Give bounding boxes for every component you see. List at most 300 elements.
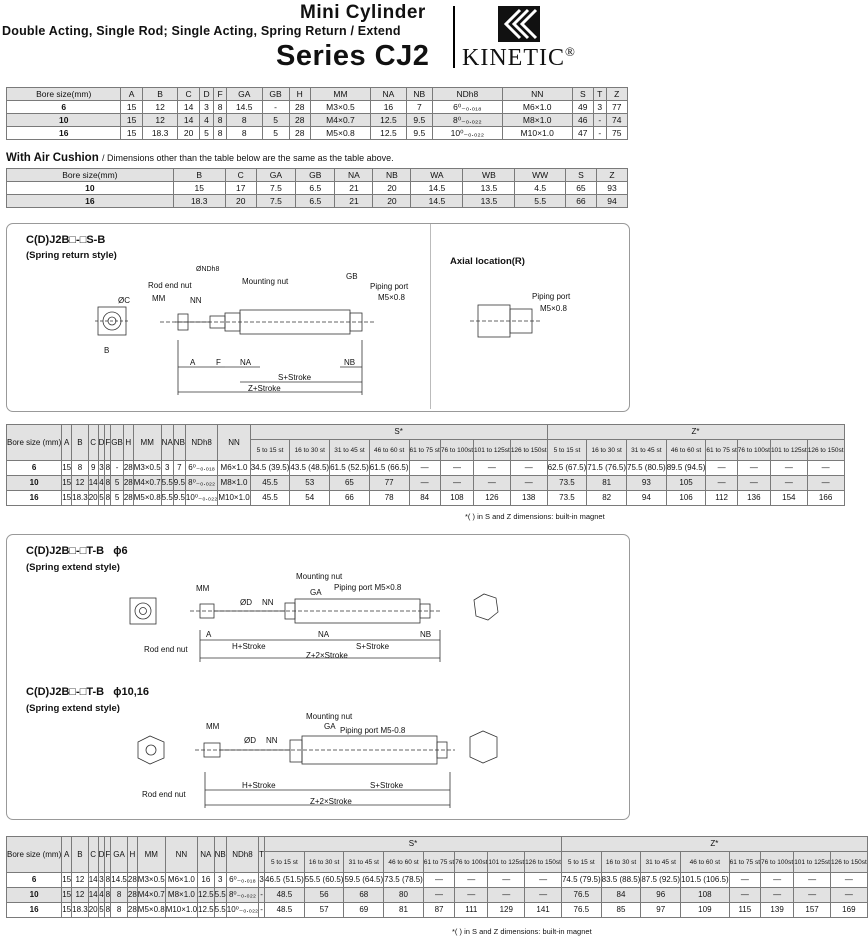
column-header: MM	[137, 837, 165, 873]
table-cell: 14	[88, 476, 98, 491]
table-cell: 6⁰₋₀.₀₁₈	[432, 101, 502, 114]
table-cell: -	[593, 114, 606, 127]
column-header: Z	[606, 88, 627, 101]
column-header: S*	[265, 837, 562, 852]
table-cell: M6×1.0	[218, 461, 250, 476]
table-cell: 10	[7, 476, 62, 491]
d2-ga-label: GA	[310, 588, 322, 597]
table-cell: -	[259, 903, 265, 918]
table-cell: 16	[7, 903, 62, 918]
table-cell: 6	[7, 873, 62, 888]
stroke-cell: 73.5	[547, 476, 587, 491]
column-header: GB	[111, 425, 124, 461]
stroke-header: 16 to 30 st	[587, 440, 627, 461]
d3-s-label: S+Stroke	[370, 781, 404, 790]
table-cell: 16	[7, 491, 62, 506]
stroke-cell: 69	[344, 903, 384, 918]
stroke-cell: —	[830, 888, 867, 903]
table-cell: 8⁰₋₀.₀₂₂	[185, 476, 217, 491]
mounting-nut-label: Mounting nut	[242, 277, 289, 286]
table-cell: 14.5	[411, 195, 463, 208]
stroke-cell: 81	[384, 903, 424, 918]
table-cell: M8×1.0	[218, 476, 250, 491]
stroke-cell: 82	[587, 491, 627, 506]
stroke-header: 31 to 45 st	[627, 440, 667, 461]
table-cell: 5	[262, 114, 289, 127]
stroke-header: 61 to 75 st	[729, 852, 760, 873]
table-cell: 12	[142, 101, 178, 114]
table-cell: 13.5	[463, 195, 515, 208]
stroke-cell: —	[794, 888, 831, 903]
stroke-cell: —	[440, 461, 473, 476]
table-cell: 7.5	[256, 182, 295, 195]
table-cell: 5	[199, 127, 214, 140]
table-cell: 15	[62, 491, 72, 506]
table-cell: 7	[173, 461, 185, 476]
table-cell: 74	[606, 114, 627, 127]
table-cell: 9.5	[173, 491, 185, 506]
table-cell: 66	[565, 195, 596, 208]
stroke-cell: —	[510, 476, 547, 491]
column-header: NB	[214, 837, 226, 873]
column-header: GB	[296, 169, 335, 182]
stroke-header: 46 to 60 st	[369, 440, 409, 461]
stroke-header: 31 to 45 st	[344, 852, 384, 873]
table-cell: 5	[111, 476, 124, 491]
column-header: A	[62, 425, 72, 461]
stroke-cell: —	[761, 873, 794, 888]
axial-piping-port-label: Piping port	[532, 292, 571, 301]
stroke-cell: 48.5	[265, 903, 305, 918]
table-cell: 13.5	[463, 182, 515, 195]
table-cell: 8⁰₋₀.₀₂₂	[226, 888, 258, 903]
stroke-cell: 136	[737, 491, 770, 506]
column-header: NDh8	[226, 837, 258, 873]
stroke-cell: 87	[423, 903, 454, 918]
table-cell: 5	[111, 491, 124, 506]
column-header: NB	[373, 169, 411, 182]
stroke-cell: 115	[729, 903, 760, 918]
d2-a-label: A	[206, 630, 212, 639]
column-header: F	[105, 837, 111, 873]
stroke-cell: 66	[330, 491, 370, 506]
table-cell: 12	[72, 888, 89, 903]
table-cell: 18.3	[72, 491, 89, 506]
stroke-cell: —	[770, 461, 807, 476]
table-cell: 16	[371, 101, 407, 114]
stroke-cell: 108	[681, 888, 730, 903]
stroke-cell: 43.5 (48.5)	[290, 461, 330, 476]
stroke-cell: 129	[488, 903, 525, 918]
spring-extend-dimensions-table	[6, 836, 868, 918]
table-cell: 28	[127, 888, 137, 903]
stroke-cell: 94	[627, 491, 667, 506]
product-line-title: Mini Cylinder	[300, 2, 426, 23]
stroke-cell: 138	[510, 491, 547, 506]
table-cell: 28	[289, 114, 310, 127]
table-cell: 9.5	[173, 476, 185, 491]
table-cell: 15	[62, 888, 72, 903]
stroke-cell: 73.5 (78.5)	[384, 873, 424, 888]
stroke-cell: 101.5 (106.5)	[681, 873, 730, 888]
stroke-cell: —	[474, 461, 511, 476]
stroke-header: 126 to 150st	[807, 440, 844, 461]
column-header: MM	[310, 88, 370, 101]
axial-m5-label: M5×0.8	[540, 304, 567, 313]
table-cell: 12.5	[371, 127, 407, 140]
table-cell: 12	[72, 873, 89, 888]
d2-mm-label: MM	[196, 584, 210, 593]
stroke-cell: —	[409, 461, 440, 476]
d3-piping-label: Piping port M5-0.8	[340, 726, 406, 735]
stroke-header: 46 to 60 st	[681, 852, 730, 873]
column-header: NB	[406, 88, 432, 101]
column-header: T	[593, 88, 606, 101]
stroke-cell: 78	[369, 491, 409, 506]
stroke-header: 16 to 30 st	[304, 852, 344, 873]
table-cell: 28	[289, 101, 310, 114]
table2-note: *( ) in S and Z dimensions: built-in magnet	[465, 512, 605, 521]
column-header: C	[88, 837, 98, 873]
column-header: NA	[198, 837, 215, 873]
stroke-cell: 105	[666, 476, 706, 491]
table-cell: 20	[225, 195, 256, 208]
table-cell: 6.5	[296, 182, 335, 195]
stroke-cell: 61.5 (52.5)	[330, 461, 370, 476]
column-header: Bore size(mm)	[7, 88, 121, 101]
stroke-header: 31 to 45 st	[641, 852, 681, 873]
d2-nn-label: NN	[262, 598, 274, 607]
d3-ga-label: GA	[324, 722, 336, 731]
column-header: NB	[173, 425, 185, 461]
table-cell: M5×0.8	[133, 491, 161, 506]
stroke-cell: 75.5 (80.5)	[627, 461, 667, 476]
stroke-header: 5 to 15 st	[561, 852, 601, 873]
stroke-cell: —	[440, 476, 473, 491]
table-cell: 8	[226, 127, 262, 140]
stroke-cell: 166	[807, 491, 844, 506]
d3-mm-label: MM	[206, 722, 220, 731]
table-cell: 12.5	[198, 903, 215, 918]
stroke-cell: 108	[440, 491, 473, 506]
table-cell: 16	[7, 195, 174, 208]
column-header: B	[173, 169, 225, 182]
column-header: D	[98, 837, 105, 873]
gb-label: GB	[346, 272, 358, 281]
stroke-cell: 59.5 (64.5)	[344, 873, 384, 888]
stroke-header: 5 to 15 st	[265, 852, 305, 873]
stroke-header: 126 to 150st	[525, 852, 562, 873]
table-cell: 94	[596, 195, 627, 208]
table-cell: 7.5	[256, 195, 295, 208]
stroke-header: 61 to 75 st	[409, 440, 440, 461]
stroke-header: 126 to 150st	[830, 852, 867, 873]
stroke-cell: —	[729, 873, 760, 888]
stroke-cell: —	[510, 461, 547, 476]
stroke-header: 101 to 125st	[794, 852, 831, 873]
piping-port-label: Piping port	[370, 282, 409, 291]
stroke-cell: —	[729, 888, 760, 903]
table-cell: 8	[105, 888, 111, 903]
table-cell: 21	[335, 182, 373, 195]
table-cell: 20	[88, 903, 98, 918]
stroke-cell: 73.5	[547, 491, 587, 506]
column-header: NA	[335, 169, 373, 182]
table-cell: 8	[105, 491, 111, 506]
d2-piping-label: Piping port M5×0.8	[334, 583, 402, 592]
b-label: B	[104, 346, 110, 355]
stroke-cell: 62.5 (67.5)	[547, 461, 587, 476]
table-cell: M10×1.0	[502, 127, 572, 140]
table-cell: 3	[593, 101, 606, 114]
table-cell: M6×1.0	[502, 101, 572, 114]
table-cell: 15	[62, 873, 72, 888]
table-cell: 12	[72, 476, 89, 491]
stroke-cell: 76.5	[561, 903, 601, 918]
table-cell: 65	[565, 182, 596, 195]
table-cell: 18.3	[173, 195, 225, 208]
stroke-cell: —	[423, 888, 454, 903]
stroke-cell: 112	[706, 491, 737, 506]
table-cell: 77	[606, 101, 627, 114]
stroke-cell: 61.5 (66.5)	[369, 461, 409, 476]
column-header: NDh8	[432, 88, 502, 101]
table-cell: 5	[98, 903, 105, 918]
column-header: Bore size(mm)	[7, 169, 174, 182]
d3-h-label: H+Stroke	[242, 781, 276, 790]
table-cell: 8	[72, 461, 89, 476]
column-header: A	[121, 88, 142, 101]
diagram2-title: C(D)J2B□-□T-B ϕ6	[26, 545, 128, 557]
table-cell: 8	[214, 114, 227, 127]
table-cell: 6.5	[296, 195, 335, 208]
table-cell: 4.5	[515, 182, 566, 195]
stroke-cell: 97	[641, 903, 681, 918]
table-cell: 14	[178, 101, 199, 114]
table-cell: 47	[572, 127, 593, 140]
table-cell: 4	[199, 114, 214, 127]
stroke-cell: —	[488, 873, 525, 888]
a-label: A	[190, 358, 196, 367]
table-cell: -	[259, 888, 265, 903]
table-cell: 20	[373, 195, 411, 208]
column-header: D	[199, 88, 214, 101]
table-cell: M10×1.0	[165, 903, 197, 918]
stroke-cell: 106	[666, 491, 706, 506]
table-cell: 3	[214, 873, 226, 888]
table-row	[7, 873, 868, 888]
stroke-cell: —	[706, 476, 737, 491]
stroke-cell: 68	[344, 888, 384, 903]
table-cell: M8×1.0	[165, 888, 197, 903]
column-header: D	[98, 425, 105, 461]
stroke-cell: —	[807, 461, 844, 476]
table-cell: 93	[596, 182, 627, 195]
column-header: H	[127, 837, 137, 873]
table-cell: 20	[178, 127, 199, 140]
stroke-cell: 46.5 (51.5)	[265, 873, 305, 888]
table-cell: 20	[373, 182, 411, 195]
table-cell: 15	[173, 182, 225, 195]
column-header: WA	[411, 169, 463, 182]
stroke-cell: 54	[290, 491, 330, 506]
table-cell: 10	[7, 888, 62, 903]
diagram1-title: C(D)J2B□-□S-B	[26, 234, 106, 246]
column-header: NN	[165, 837, 197, 873]
table-cell: 28	[123, 476, 133, 491]
stroke-header: 46 to 60 st	[384, 852, 424, 873]
table-cell: 5.5	[161, 476, 173, 491]
stroke-cell: 83.5 (88.5)	[601, 873, 641, 888]
stroke-cell: —	[525, 873, 562, 888]
stroke-header: 76 to 100st	[455, 852, 488, 873]
d3-d-label: ØD	[244, 736, 256, 745]
column-header: S*	[250, 425, 547, 440]
table-cell: 6	[7, 461, 62, 476]
d2-na-label: NA	[318, 630, 330, 639]
column-header: Z*	[547, 425, 844, 440]
table-row	[7, 903, 868, 918]
table-cell: 16	[7, 127, 121, 140]
table-cell: M5×0.8	[137, 903, 165, 918]
table-cell: M4×0.7	[310, 114, 370, 127]
column-header: B	[72, 837, 89, 873]
table-cell: -	[111, 461, 124, 476]
d2-rod-end-nut-label: Rod end nut	[144, 645, 188, 654]
table-cell: M3×0.5	[137, 873, 165, 888]
stroke-cell: —	[706, 461, 737, 476]
f-label: F	[216, 358, 221, 367]
axial-location-title: Axial location(R)	[450, 256, 525, 267]
d2-h-label: H+Stroke	[232, 642, 266, 651]
stroke-cell: 57	[304, 903, 344, 918]
stroke-cell: —	[423, 873, 454, 888]
stroke-cell: 93	[627, 476, 667, 491]
series-title: Series CJ2	[276, 40, 430, 72]
d3-z-label: Z+2×Stroke	[310, 797, 352, 806]
table-cell: M4×0.7	[133, 476, 161, 491]
column-header: MM	[133, 425, 161, 461]
table-row	[7, 888, 868, 903]
stroke-cell: —	[830, 873, 867, 888]
table-cell: 8	[105, 476, 111, 491]
table-cell: 10⁰₋₀.₀₂₂	[432, 127, 502, 140]
table-cell: M4×0.7	[137, 888, 165, 903]
stroke-header: 61 to 75 st	[423, 852, 454, 873]
stroke-cell: 81	[587, 476, 627, 491]
stroke-cell: —	[794, 873, 831, 888]
column-header: Bore size (mm)	[7, 837, 62, 873]
table-cell: 8	[105, 461, 111, 476]
mm-label: MM	[152, 294, 166, 303]
stroke-header: 76 to 100st	[761, 852, 794, 873]
column-header: H	[123, 425, 133, 461]
table-cell: M8×1.0	[502, 114, 572, 127]
table-cell: 3	[98, 873, 105, 888]
stroke-cell: 48.5	[265, 888, 305, 903]
table-cell: 5.5	[515, 195, 566, 208]
stroke-cell: 109	[681, 903, 730, 918]
stroke-cell: —	[488, 888, 525, 903]
column-header: NA	[371, 88, 407, 101]
table-cell: 4	[98, 888, 105, 903]
stroke-cell: —	[807, 476, 844, 491]
table-cell: 15	[121, 127, 142, 140]
stroke-cell: —	[737, 476, 770, 491]
column-header: B	[72, 425, 89, 461]
table-cell: 28	[123, 461, 133, 476]
stroke-cell: 53	[290, 476, 330, 491]
column-header: C	[88, 425, 98, 461]
column-header: GB	[262, 88, 289, 101]
stroke-header: 46 to 60 st	[666, 440, 706, 461]
table-cell: M10×1.0	[218, 491, 250, 506]
ndh8-label: ØNDh8	[196, 266, 220, 273]
stroke-cell: —	[409, 476, 440, 491]
column-header: WB	[463, 169, 515, 182]
table-cell: 12.5	[198, 888, 215, 903]
d2-nb-label: NB	[420, 630, 432, 639]
stroke-cell: 139	[761, 903, 794, 918]
table-cell: 49	[572, 101, 593, 114]
stroke-cell: 141	[525, 903, 562, 918]
table-cell: 10⁰₋₀.₀₂₂	[226, 903, 258, 918]
table-cell: 10⁰₋₀.₀₂₂	[185, 491, 217, 506]
table-cell: 3	[161, 461, 173, 476]
stroke-cell: —	[455, 873, 488, 888]
stroke-cell: 85	[601, 903, 641, 918]
nn-label: NN	[190, 296, 202, 305]
column-header: NDh8	[185, 425, 217, 461]
table-cell: 12	[142, 114, 178, 127]
table-cell: 3	[259, 873, 265, 888]
column-header: T	[259, 837, 265, 873]
stroke-cell: 56	[304, 888, 344, 903]
diagram3-subtitle: (Spring extend style)	[26, 703, 120, 714]
stroke-header: 16 to 30 st	[290, 440, 330, 461]
table-cell: 14	[88, 888, 98, 903]
table-cell: 46	[572, 114, 593, 127]
stroke-cell: 80	[384, 888, 424, 903]
table-cell: M6×1.0	[165, 873, 197, 888]
column-header: F	[105, 425, 111, 461]
stroke-cell: —	[455, 888, 488, 903]
table-cell: 15	[62, 461, 72, 476]
table-cell: 8	[226, 114, 262, 127]
table-cell: 18.3	[72, 903, 89, 918]
stroke-cell: 87.5 (92.5)	[641, 873, 681, 888]
stroke-cell: 84	[601, 888, 641, 903]
stroke-cell: 34.5 (39.5)	[250, 461, 290, 476]
table-cell: 6⁰₋₀.₀₁₈	[226, 873, 258, 888]
diagram2-subtitle: (Spring extend style)	[26, 562, 120, 573]
table-cell: 6⁰₋₀.₀₁₈	[185, 461, 217, 476]
table-cell: 5.5	[161, 491, 173, 506]
stroke-header: 61 to 75 st	[706, 440, 737, 461]
table-cell: 14	[178, 114, 199, 127]
d3-rod-end-nut-label: Rod end nut	[142, 790, 186, 799]
stroke-header: 31 to 45 st	[330, 440, 370, 461]
stroke-cell: 126	[474, 491, 511, 506]
column-header: Z*	[561, 837, 867, 852]
table-cell: 15	[121, 114, 142, 127]
stroke-cell: 74.5 (79.5)	[561, 873, 601, 888]
diagram3-title: C(D)J2B□-□T-B ϕ10,16	[26, 686, 150, 698]
column-header: NA	[161, 425, 173, 461]
stroke-header: 126 to 150st	[510, 440, 547, 461]
d3-nn-label: NN	[266, 736, 278, 745]
column-header: GA	[111, 837, 128, 873]
